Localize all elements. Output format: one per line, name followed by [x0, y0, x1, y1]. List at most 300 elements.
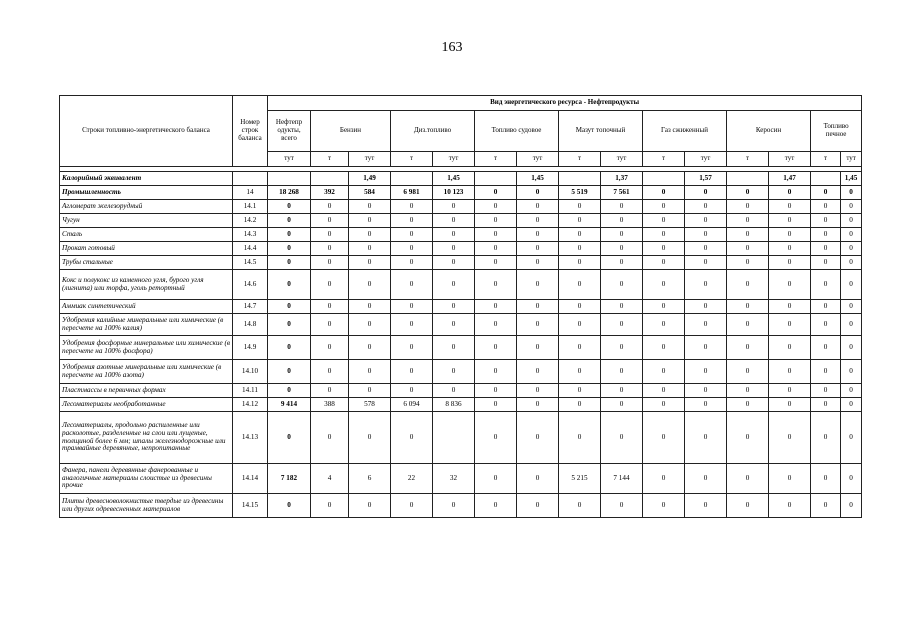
row-name: Фанера, панели деревянные фанерованные и аналогичные материалы слоистые из древесины прочие [60, 464, 233, 494]
row-number: 14.11 [233, 384, 268, 398]
cell-value: 0 [517, 200, 559, 214]
row-name: Удобрения азотные минеральные или химические (в пересчете на 100% азота) [60, 360, 233, 384]
cell-value: 0 [685, 360, 727, 384]
product-header: Газ сжиженный [643, 111, 727, 152]
cell-value: 0 [841, 336, 862, 360]
calorific-value [475, 172, 517, 186]
cell-value: 0 [517, 412, 559, 464]
cell-value: 0 [433, 360, 475, 384]
row-name: Агломерат железорудный [60, 200, 233, 214]
row-number: 14.5 [233, 256, 268, 270]
cell-value: 0 [643, 300, 685, 314]
cell-value: 0 [517, 256, 559, 270]
cell-value: 0 [601, 228, 643, 242]
cell-value: 0 [433, 384, 475, 398]
cell-value: 0 [391, 494, 433, 518]
cell-value: 0 [559, 336, 601, 360]
cell-value: 0 [517, 360, 559, 384]
table-row [60, 200, 862, 214]
cell-value: 0 [727, 200, 769, 214]
cell-value: 0 [841, 314, 862, 336]
row-name: Удобрения фосфорные минеральные или химические (в пересчете на 100% фосфора) [60, 336, 233, 360]
cell-value: 0 [601, 412, 643, 464]
cell-value: 0 [811, 270, 841, 300]
cell-value: 0 [841, 398, 862, 412]
calorific-value [311, 172, 349, 186]
cell-value: 0 [349, 494, 391, 518]
cell-value: 578 [349, 398, 391, 412]
cell-value: 0 [559, 384, 601, 398]
cell-value: 0 [727, 360, 769, 384]
unit-header: т [727, 152, 769, 167]
cell-value: 0 [433, 300, 475, 314]
cell-value: 0 [517, 186, 559, 200]
cell-value: 0 [601, 214, 643, 228]
cell-value: 0 [559, 214, 601, 228]
cell-value: 0 [311, 384, 349, 398]
cell-value: 0 [769, 270, 811, 300]
cell-value: 0 [311, 300, 349, 314]
cell-value: 0 [643, 256, 685, 270]
cell-value: 0 [601, 242, 643, 256]
cell-value: 0 [391, 360, 433, 384]
cell-value: 0 [769, 464, 811, 494]
cell-value: 0 [268, 214, 311, 228]
table-row [60, 214, 862, 228]
cell-value: 0 [841, 300, 862, 314]
cell-value: 0 [517, 494, 559, 518]
cell-value: 0 [643, 214, 685, 228]
cell-value: 0 [727, 214, 769, 228]
row-number: 14.1 [233, 200, 268, 214]
row-name: Аммиак синтетический [60, 300, 233, 314]
cell-value: 0 [643, 186, 685, 200]
cell-value: 0 [517, 314, 559, 336]
row-name: Сталь [60, 228, 233, 242]
row-number: 14.13 [233, 412, 268, 464]
row-number: 14 [233, 186, 268, 200]
cell-value: 4 [311, 464, 349, 494]
row-name: Плиты древесноволокнистые твердые из древесины или других одревесненных материалов [60, 494, 233, 518]
cell-value: 0 [475, 336, 517, 360]
cell-value: 0 [685, 398, 727, 412]
cell-value: 0 [433, 336, 475, 360]
cell-value: 0 [685, 300, 727, 314]
row-number: 14.12 [233, 398, 268, 412]
cell-value: 0 [643, 384, 685, 398]
cell-value: 0 [475, 186, 517, 200]
cell-value: 0 [391, 256, 433, 270]
cell-value: 22 [391, 464, 433, 494]
cell-value: 0 [475, 228, 517, 242]
cell-value: 0 [559, 242, 601, 256]
cell-value: 0 [685, 384, 727, 398]
row-number: 14.10 [233, 360, 268, 384]
table-row [60, 494, 862, 518]
table-row [60, 412, 862, 464]
row-number: 14.3 [233, 228, 268, 242]
cell-value: 0 [841, 412, 862, 464]
cell-value: 0 [268, 242, 311, 256]
cell-value: 0 [841, 270, 862, 300]
cell-value: 0 [517, 242, 559, 256]
cell-value: 584 [349, 186, 391, 200]
row-name: Промышленность [60, 186, 233, 200]
cell-value: 0 [643, 464, 685, 494]
cell-value: 0 [268, 270, 311, 300]
cell-value: 0 [391, 214, 433, 228]
cell-value: 0 [601, 270, 643, 300]
cell-value: 0 [311, 336, 349, 360]
cell-value: 0 [311, 360, 349, 384]
calorific-value: 1,57 [685, 172, 727, 186]
cell-value: 0 [559, 200, 601, 214]
calorific-value: 1,45 [517, 172, 559, 186]
calorific-value [268, 172, 311, 186]
cell-value: 0 [349, 270, 391, 300]
cell-value: 0 [601, 360, 643, 384]
cell-value: 0 [559, 228, 601, 242]
cell-value: 0 [391, 314, 433, 336]
cell-value: 0 [643, 336, 685, 360]
unit-header: тут [433, 152, 475, 167]
cell-value: 0 [391, 336, 433, 360]
cell-value: 0 [311, 412, 349, 464]
cell-value: 0 [727, 186, 769, 200]
cell-value: 0 [601, 336, 643, 360]
cell-value: 0 [311, 200, 349, 214]
calorific-value [391, 172, 433, 186]
cell-value: 0 [517, 228, 559, 242]
cell-value: 0 [601, 398, 643, 412]
cell-value: 0 [559, 300, 601, 314]
cell-value: 18 268 [268, 186, 311, 200]
row-name: Удобрения калийные минеральные или химические (в пересчете на 100% калия) [60, 314, 233, 336]
cell-value: 0 [811, 412, 841, 464]
cell-value: 0 [517, 384, 559, 398]
cell-value: 0 [391, 412, 433, 464]
cell-value: 388 [311, 398, 349, 412]
cell-value: 0 [268, 200, 311, 214]
product-header: Топливо судовое [475, 111, 559, 152]
table-row [60, 314, 862, 336]
calorific-value: 1,49 [349, 172, 391, 186]
cell-value: 0 [391, 242, 433, 256]
cell-value: 0 [559, 398, 601, 412]
cell-value: 0 [643, 412, 685, 464]
cell-value: 0 [391, 270, 433, 300]
cell-value: 0 [433, 494, 475, 518]
cell-value: 0 [769, 256, 811, 270]
cell-value: 0 [727, 398, 769, 412]
cell-value: 0 [559, 270, 601, 300]
cell-value: 0 [475, 494, 517, 518]
cell-value: 0 [433, 200, 475, 214]
cell-value: 0 [769, 398, 811, 412]
cell-value: 0 [643, 228, 685, 242]
cell-value: 0 [268, 300, 311, 314]
calorific-value: 1,47 [769, 172, 811, 186]
cell-value: 0 [559, 494, 601, 518]
cell-value: 0 [685, 256, 727, 270]
cell-value: 0 [685, 464, 727, 494]
table-row [60, 336, 862, 360]
cell-value: 0 [391, 384, 433, 398]
cell-value: 0 [811, 214, 841, 228]
rows-header: Строки топливно-энергетического баланса [60, 96, 233, 167]
cell-value: 0 [685, 336, 727, 360]
cell-value: 10 123 [433, 186, 475, 200]
cell-value: 0 [811, 300, 841, 314]
unit-header: тут [769, 152, 811, 167]
cell-value: 0 [685, 242, 727, 256]
cell-value: 0 [268, 360, 311, 384]
row-name: Лесоматериалы необработанные [60, 398, 233, 412]
unit-header: тут [601, 152, 643, 167]
cell-value: 6 981 [391, 186, 433, 200]
cell-value: 0 [433, 270, 475, 300]
cell-value: 0 [349, 384, 391, 398]
table-row [60, 270, 862, 300]
cell-value: 7 561 [601, 186, 643, 200]
cell-value: 0 [727, 336, 769, 360]
cell-value: 0 [811, 336, 841, 360]
cell-value: 0 [475, 412, 517, 464]
cell-value: 0 [311, 270, 349, 300]
cell-value: 0 [349, 256, 391, 270]
cell-value: 0 [769, 186, 811, 200]
cell-value: 0 [475, 360, 517, 384]
calorific-value: 1,45 [841, 172, 862, 186]
cell-value: 0 [811, 494, 841, 518]
table-row [60, 464, 862, 494]
cell-value: 0 [643, 494, 685, 518]
cell-value: 0 [811, 242, 841, 256]
cell-value: 0 [391, 228, 433, 242]
table-row [60, 256, 862, 270]
product-header: Керосин [727, 111, 811, 152]
cell-value: 0 [433, 214, 475, 228]
cell-value: 5 519 [559, 186, 601, 200]
cell-value: 0 [727, 494, 769, 518]
unit-header: т [559, 152, 601, 167]
cell-value: 0 [349, 360, 391, 384]
cell-value: 0 [601, 494, 643, 518]
row-number: 14.14 [233, 464, 268, 494]
cell-value: 0 [841, 200, 862, 214]
cell-value: 0 [811, 228, 841, 242]
unit-header: т [811, 152, 841, 167]
cell-value: 0 [517, 270, 559, 300]
cell-value: 0 [268, 336, 311, 360]
unit-header: т [475, 152, 517, 167]
cell-value: 0 [685, 412, 727, 464]
calorific-value [643, 172, 685, 186]
cell-value: 0 [769, 200, 811, 214]
cell-value: 0 [811, 464, 841, 494]
table-row [60, 398, 862, 412]
table-row [60, 300, 862, 314]
page-number: 163 [441, 40, 463, 55]
cell-value: 0 [475, 214, 517, 228]
cell-value: 0 [769, 360, 811, 384]
cell-value: 0 [685, 314, 727, 336]
cell-value: 0 [841, 186, 862, 200]
cell-value: 0 [268, 494, 311, 518]
cell-value: 9 414 [268, 398, 311, 412]
cell-value: 0 [475, 200, 517, 214]
cell-value: 0 [475, 464, 517, 494]
cell-value: 0 [349, 336, 391, 360]
cell-value: 0 [475, 270, 517, 300]
cell-value: 0 [391, 200, 433, 214]
row-number: 14.9 [233, 336, 268, 360]
cell-value: 0 [727, 300, 769, 314]
cell-value: 0 [811, 256, 841, 270]
cell-value: 0 [811, 200, 841, 214]
cell-value: 0 [841, 256, 862, 270]
cell-value: 0 [311, 214, 349, 228]
calorific-value [559, 172, 601, 186]
energy-balance-table [59, 95, 862, 518]
cell-value: 0 [559, 314, 601, 336]
row-number: 14.4 [233, 242, 268, 256]
unit-header: тут [841, 152, 862, 167]
cell-value: 0 [769, 214, 811, 228]
cell-value: 0 [475, 314, 517, 336]
row-number: 14.7 [233, 300, 268, 314]
cell-value: 0 [349, 228, 391, 242]
cell-value [433, 412, 475, 464]
cell-value: 0 [727, 256, 769, 270]
row-name: Пластмассы в первичных формах [60, 384, 233, 398]
unit-header: тут [349, 152, 391, 167]
cell-value: 0 [475, 398, 517, 412]
unit-header: т [391, 152, 433, 167]
cell-value: 0 [601, 384, 643, 398]
cell-value: 0 [601, 314, 643, 336]
cell-value: 0 [268, 256, 311, 270]
cell-value: 5 215 [559, 464, 601, 494]
cell-value: 0 [727, 464, 769, 494]
cell-value: 0 [601, 200, 643, 214]
cell-value: 0 [433, 314, 475, 336]
cell-value: 8 836 [433, 398, 475, 412]
cell-value: 0 [685, 228, 727, 242]
cell-value: 0 [475, 256, 517, 270]
cell-value: 0 [769, 300, 811, 314]
table-row [60, 360, 862, 384]
row-name: Кокс и полукокс из каменного угля, бурого угля (лигнита) или торфа, уголь ретортный [60, 270, 233, 300]
table-row [60, 228, 862, 242]
table-row [60, 384, 862, 398]
cell-value: 6 [349, 464, 391, 494]
cell-value: 0 [349, 314, 391, 336]
cell-value: 0 [769, 336, 811, 360]
cell-value: 0 [727, 242, 769, 256]
cell-value: 0 [268, 412, 311, 464]
cell-value: 0 [811, 398, 841, 412]
cell-value: 0 [769, 228, 811, 242]
cell-value: 0 [643, 360, 685, 384]
cell-value: 0 [643, 398, 685, 412]
cell-value: 0 [349, 242, 391, 256]
row-number: 14.15 [233, 494, 268, 518]
cell-value: 0 [841, 360, 862, 384]
cell-value: 0 [643, 270, 685, 300]
cell-value: 0 [841, 228, 862, 242]
cell-value: 0 [311, 314, 349, 336]
cell-value: 0 [769, 314, 811, 336]
cell-value: 0 [841, 384, 862, 398]
cell-value: 0 [601, 300, 643, 314]
cell-value: 0 [311, 256, 349, 270]
cell-value: 0 [349, 300, 391, 314]
cell-value: 0 [769, 412, 811, 464]
cell-value: 0 [349, 200, 391, 214]
cell-value: 0 [685, 200, 727, 214]
calorific-label: Калорийный эквивалент [60, 172, 233, 186]
cell-value: 0 [559, 360, 601, 384]
product-header: Мазут топочный [559, 111, 643, 152]
row-name: Трубы стальные [60, 256, 233, 270]
cell-value: 0 [311, 228, 349, 242]
cell-value: 0 [727, 270, 769, 300]
cell-value: 0 [349, 214, 391, 228]
cell-value: 0 [841, 494, 862, 518]
cell-value: 0 [559, 256, 601, 270]
calorific-value: 1,37 [601, 172, 643, 186]
cell-value: 0 [841, 464, 862, 494]
cell-value: 0 [311, 494, 349, 518]
product-header: Топливо печное [811, 111, 862, 152]
unit-header: т [311, 152, 349, 167]
calorific-no [233, 172, 268, 186]
cell-value: 0 [517, 464, 559, 494]
cell-value: 0 [517, 214, 559, 228]
cell-value: 0 [811, 314, 841, 336]
cell-value: 0 [268, 314, 311, 336]
cell-value: 0 [727, 412, 769, 464]
cell-value: 0 [685, 270, 727, 300]
row-name: Лесоматериалы, продольно распиленные или расколотые, разделенные на слои или лущеные, толщиной более 6 мм; шпалы железнодорожные или трамвайные деревянные, непропитанные [60, 412, 233, 464]
cell-value: 0 [685, 494, 727, 518]
resource-header: Вид энергетического ресурса - Нефтепродукты [268, 96, 862, 111]
cell-value: 0 [517, 300, 559, 314]
cell-value: 0 [643, 242, 685, 256]
cell-value: 6 094 [391, 398, 433, 412]
cell-value: 0 [841, 214, 862, 228]
unit-header: тут [517, 152, 559, 167]
cell-value: 0 [643, 314, 685, 336]
cell-value: 0 [517, 336, 559, 360]
calorific-value [727, 172, 769, 186]
unit-header: тут [268, 152, 311, 167]
cell-value: 32 [433, 464, 475, 494]
product-header: Бензин [311, 111, 391, 152]
cell-value: 0 [769, 242, 811, 256]
cell-value: 7 182 [268, 464, 311, 494]
line-no-header: Номер строк баланса [233, 96, 268, 167]
cell-value: 0 [769, 494, 811, 518]
cell-value: 0 [841, 242, 862, 256]
product-header: Нефтепр одукты, всего [268, 111, 311, 152]
cell-value: 0 [811, 360, 841, 384]
cell-value: 0 [311, 242, 349, 256]
cell-value: 0 [727, 314, 769, 336]
cell-value: 0 [475, 384, 517, 398]
row-name: Прокат готовый [60, 242, 233, 256]
